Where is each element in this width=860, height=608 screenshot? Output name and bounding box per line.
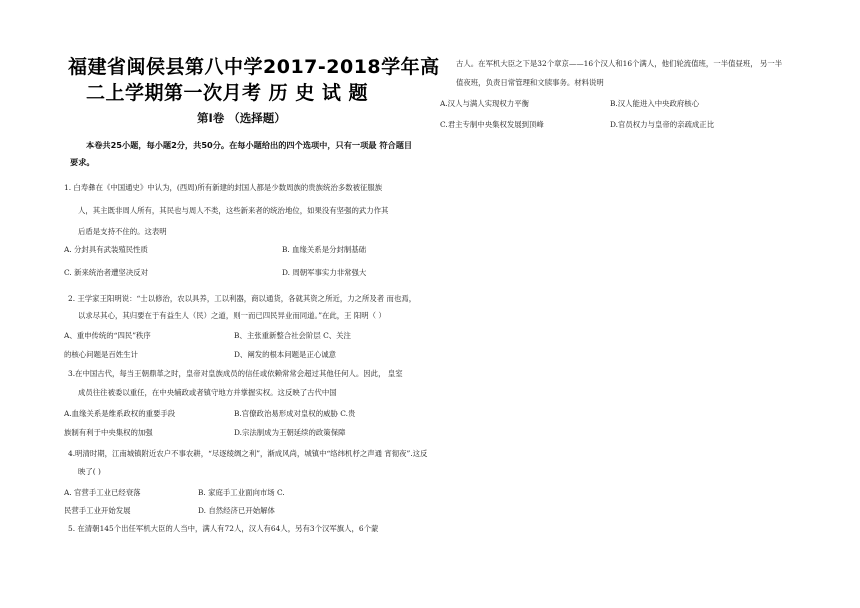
q3-option-c: 族制有利于中央集权的加强 xyxy=(64,428,153,437)
exam-title-line2: 二上学期第一次月考 历 史 试 题 xyxy=(86,82,368,104)
q2-option-d: D、阐发的根本问题是正心诚意 xyxy=(234,350,337,359)
q2-option-b: B、主张重新整合社会阶层 C、关注 xyxy=(234,331,351,340)
q2-option-c: 的核心问题是百姓生计 xyxy=(64,350,138,359)
section-heading: 第Ⅰ卷 （选择题） xyxy=(197,111,286,125)
q3-option-b: B.官僚政治易形成对皇权的威胁 C.贵 xyxy=(234,409,356,418)
q4-option-a: A. 官营手工业已经衰落 xyxy=(64,488,141,497)
q2-stem-line2: 以求尽其心，其归要在于有益生人（民）之道，则一而已四民异业而同道。”在此，王 阳明（ ） xyxy=(78,311,386,320)
q4-option-c: 民营手工业开始发展 xyxy=(64,506,131,515)
q5-option-a: A.汉人与满人实现权力平衡 xyxy=(440,99,529,108)
exam-title-line1: 福建省闽侯县第八中学2017-2018学年高 xyxy=(68,56,440,78)
q5-option-d: D.官员权力与皇帝的亲疏成正比 xyxy=(610,120,715,129)
q3-stem-line2: 成员往往被委以重任，在中央辅政或者镇守地方并掌握实权。这反映了古代中国 xyxy=(78,388,337,397)
q5-option-c: C.君主专制中央集权发展到顶峰 xyxy=(440,120,544,129)
instructions-line1: 本卷共25小题，每小题2分，共50分。在每小题给出的四个选项中，只有一项最 符合题目 xyxy=(86,140,413,150)
q1-option-a: A. 分封具有武装殖民性质 xyxy=(64,245,148,254)
q3-option-d: D.宗法制成为王朝延续的政策保障 xyxy=(234,428,346,437)
q1-stem-line1: 1. 白寿彝在《中国通史》中认为，(西周)所有新建的封国人都是少数周族的贵族统治多数被征服族 xyxy=(64,183,383,192)
q2-stem-line1: 2. 王学家王阳明说：“士以修治，农以具养，工以利器，商以通货，各就其资之所近，力之所及者 而也焉， xyxy=(68,294,417,303)
instructions-line2: 要求。 xyxy=(70,157,95,167)
q1-stem-line2: 人，其主既非周人所有，其民也与周人不类，这些新来者的统治地位，如果没有坚强的武力作其 xyxy=(78,206,389,215)
q1-option-c: C. 新来统治者遭坚决反对 xyxy=(64,268,148,277)
q5-continued-line2: 值夜班，负责日常管理和文牍事务。材料说明 xyxy=(456,78,604,87)
q3-option-a: A.血缘关系是维系政权的重要手段 xyxy=(64,409,176,418)
q1-option-d: D. 周朝军事实力非常强大 xyxy=(282,268,367,277)
q5-option-b: B.汉人能进入中央政府核心 xyxy=(610,99,700,108)
q2-option-a: A、重申传统的“四民”秩序 xyxy=(64,331,151,340)
q4-stem-line2: 映了( ) xyxy=(78,467,101,476)
q5-continued-line1: 古人。在军机大臣之下是32个章京——16个汉人和16个满人，他们轮流值班，一半值昼班， 另一半 xyxy=(456,59,783,68)
q4-stem-line1: 4.明清时期，江南城镇附近农户不事农耕，“尽逐绫绸之利”，渐成风尚，城镇中“络纬机杼之声通 宵彻夜”.这反 xyxy=(68,449,428,458)
q4-option-d: D. 自然经济已开始解体 xyxy=(198,506,275,515)
q1-stem-line3: 后盾是支持不住的。这表明 xyxy=(78,227,167,236)
q3-stem-line1: 3.在中国古代，每当王朝鼎革之时，皇帝对皇族成员的信任或依赖常常会超过其他任何人。因此， 皇室 xyxy=(68,369,403,378)
q1-option-b: B. 血缘关系是分封制基础 xyxy=(282,245,367,254)
q5-stem-line1: 5. 在清朝145个出任军机大臣的人当中，满人有72人，汉人有64人，另有3个汉军旗人，6个蒙 xyxy=(68,524,379,533)
q4-option-b: B. 家庭手工业面向市场 C. xyxy=(198,488,285,497)
